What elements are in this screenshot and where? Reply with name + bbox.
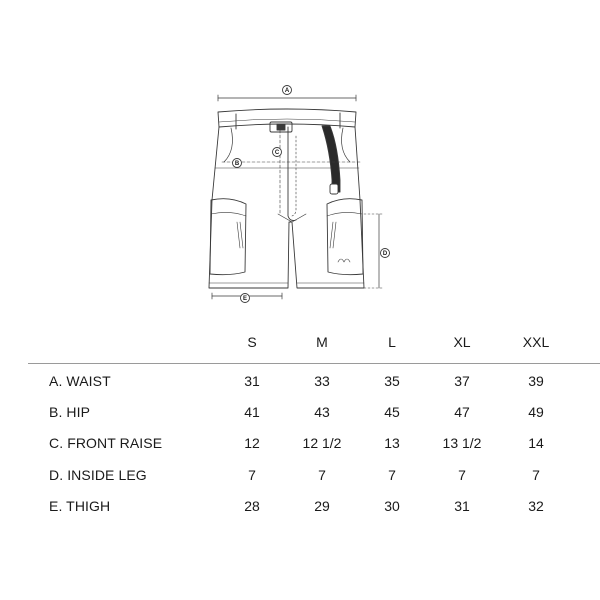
svg-text:D: D bbox=[382, 251, 388, 258]
marker-e bbox=[241, 294, 250, 303]
table-cell: 39 bbox=[528, 373, 544, 389]
table-cell: 7 bbox=[318, 467, 326, 483]
svg-text:C: C bbox=[274, 150, 280, 157]
size-header-xl: XL bbox=[453, 334, 471, 350]
table-cell: 13 1/2 bbox=[442, 435, 482, 451]
table-cell: 29 bbox=[314, 498, 330, 514]
table-cell: 49 bbox=[528, 404, 544, 420]
header-divider bbox=[28, 363, 600, 364]
table-cell: 28 bbox=[244, 498, 260, 514]
svg-text:B: B bbox=[234, 161, 240, 168]
size-header-m: M bbox=[316, 334, 328, 350]
table-cell: 30 bbox=[384, 498, 400, 514]
table-cell: 13 bbox=[384, 435, 400, 451]
marker-c bbox=[273, 148, 282, 157]
shorts-outline bbox=[209, 127, 364, 288]
marker-d bbox=[381, 249, 390, 258]
table-cell: 47 bbox=[454, 404, 470, 420]
table-cell: 43 bbox=[314, 404, 330, 420]
table-cell: 35 bbox=[384, 373, 400, 389]
table-cell: 7 bbox=[458, 467, 466, 483]
marker-a bbox=[283, 86, 292, 95]
table-cell: 7 bbox=[532, 467, 540, 483]
logo-mark bbox=[338, 259, 350, 262]
table-cell: 31 bbox=[454, 498, 470, 514]
table-cell: 32 bbox=[528, 498, 544, 514]
waistband bbox=[218, 109, 356, 127]
table-cell: 31 bbox=[244, 373, 260, 389]
svg-text:A: A bbox=[284, 88, 290, 95]
size-header-l: L bbox=[388, 334, 396, 350]
belt-strap bbox=[322, 126, 340, 192]
row-label: E. THIGH bbox=[49, 498, 111, 514]
right-cargo-pocket bbox=[327, 199, 363, 275]
left-cargo-pocket bbox=[210, 199, 246, 275]
size-header-s: S bbox=[247, 334, 257, 350]
table-cell: 7 bbox=[388, 467, 396, 483]
table-cell: 45 bbox=[384, 404, 400, 420]
row-label: D. INSIDE LEG bbox=[49, 467, 147, 483]
table-cell: 12 bbox=[244, 435, 260, 451]
svg-text:E: E bbox=[242, 296, 248, 303]
marker-b bbox=[233, 159, 242, 168]
table-cell: 14 bbox=[528, 435, 544, 451]
table-cell: 33 bbox=[314, 373, 330, 389]
row-label: C. FRONT RAISE bbox=[49, 435, 163, 451]
size-header-xxl: XXL bbox=[522, 334, 550, 350]
table-cell: 41 bbox=[244, 404, 260, 420]
table-cell: 12 1/2 bbox=[302, 435, 342, 451]
row-label: B. HIP bbox=[49, 404, 91, 420]
table-cell: 37 bbox=[454, 373, 470, 389]
table-cell: 7 bbox=[248, 467, 256, 483]
row-label: A. WAIST bbox=[49, 373, 111, 389]
